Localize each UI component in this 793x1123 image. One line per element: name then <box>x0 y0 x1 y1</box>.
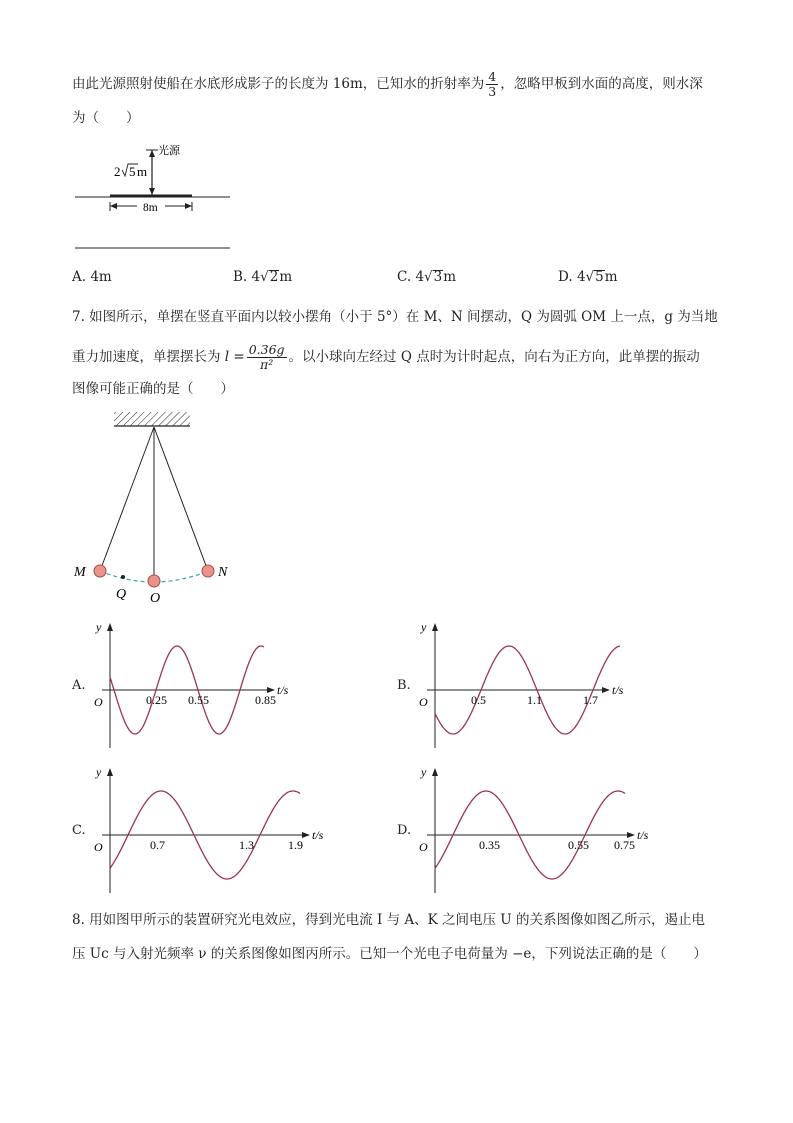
length-symbol: l = <box>224 349 245 365</box>
origin-label: O <box>419 840 428 854</box>
ball-o <box>148 575 160 587</box>
length-denominator: π² <box>260 357 274 372</box>
option-value: 4m <box>90 269 112 285</box>
graph-d-letter[interactable]: D. <box>397 823 412 838</box>
light-source-label: 光源 <box>158 145 180 157</box>
length-numerator: 0.36g <box>248 342 285 357</box>
y-label: y <box>421 620 427 634</box>
tick-label: 0.35 <box>479 838 500 852</box>
y-label: y <box>421 765 427 779</box>
tick-label: 0.7 <box>150 838 165 852</box>
y-axis-arrow <box>107 623 113 631</box>
option-letter: C. <box>397 269 412 285</box>
graph-a-letter[interactable]: A. <box>72 678 86 693</box>
graph-a[interactable] <box>88 615 303 755</box>
y-label: y <box>96 765 102 779</box>
option-unit: m <box>604 269 618 285</box>
tick-label: 1.7 <box>583 693 598 707</box>
origin-label: O <box>419 695 428 709</box>
graph-d[interactable] <box>413 760 663 900</box>
q7-line3: 图像可能正确的是（ ） <box>72 381 234 397</box>
option-unit: m <box>443 269 457 285</box>
t-label: t/s <box>312 828 324 842</box>
height-unit: m <box>137 164 148 179</box>
label-n: N <box>218 565 228 580</box>
option-c[interactable]: C. 4√3m <box>397 269 457 285</box>
option-coef: 4 <box>251 269 261 285</box>
option-coef: 4 <box>415 269 425 285</box>
tick-label: 0.5 <box>471 693 486 707</box>
height-coef: 2 <box>114 164 121 179</box>
ship-light-figure <box>70 140 240 255</box>
option-letter: B. <box>233 269 248 285</box>
graph-b-letter[interactable]: B. <box>397 678 411 693</box>
graph-c-letter[interactable]: C. <box>72 823 86 838</box>
point-q <box>121 575 125 579</box>
option-unit: m <box>279 269 293 285</box>
q6-text-line1 <box>72 70 703 99</box>
label-o: O <box>150 591 161 606</box>
width-label: 8m <box>143 202 158 214</box>
q6-text-line2: 为（ ） <box>72 110 140 126</box>
t-label: t/s <box>277 683 289 697</box>
option-d[interactable]: D. 4√5m <box>558 269 618 285</box>
graph-c[interactable] <box>88 760 338 900</box>
tick-label: 0.85 <box>255 693 276 707</box>
t-axis-arrow <box>302 832 310 838</box>
q7-line2-b: 。以小球向左经过 Q 点时为计时起点，向右为正方向，此单摆的振动 <box>288 349 700 365</box>
length-fraction <box>247 343 287 372</box>
tick-label: 0.25 <box>146 693 167 707</box>
tick-label: 1.9 <box>288 838 303 852</box>
q6-text-a: 由此光源照射使船在水底形成影子的长度为 16m，已知水的折射率为 <box>72 76 485 92</box>
option-b[interactable]: B. 4√2m <box>233 269 293 285</box>
label-q: Q <box>116 587 127 602</box>
q6-text-b: ，忽略甲板到水面的高度，则水深 <box>500 76 703 92</box>
ball-m <box>94 565 106 577</box>
option-a[interactable] <box>72 269 112 285</box>
q7-line2 <box>72 343 700 372</box>
ball-n <box>202 565 214 577</box>
tick-label: 0.55 <box>568 838 589 852</box>
graph-b[interactable] <box>413 615 638 755</box>
fraction-denominator: 3 <box>488 84 497 99</box>
option-radicand: 3 <box>433 269 443 285</box>
option-radicand: 2 <box>269 269 279 285</box>
pendulum-figure <box>70 408 240 608</box>
ceiling-hatch <box>114 412 190 426</box>
y-axis-arrow <box>432 623 438 631</box>
option-radicand: 5 <box>595 269 604 285</box>
q7-line2-a: 重力加速度，单摆摆长为 <box>72 349 221 365</box>
height-radicand: 5 <box>129 164 136 179</box>
refractive-index-fraction <box>486 70 498 99</box>
fraction-numerator: 4 <box>488 69 497 84</box>
origin-label: O <box>94 695 103 709</box>
q8-line2: 压 Uc 与入射光频率 ν 的关系图像如图丙所示。已知一个光电子电荷量为 −e，下列说法正确的是（ ） <box>72 946 707 962</box>
y-label: y <box>96 620 102 634</box>
y-axis-arrow <box>107 768 113 776</box>
t-label: t/s <box>637 828 649 842</box>
t-axis-arrow <box>602 687 610 693</box>
y-axis-arrow <box>432 768 438 776</box>
tick-label: 0.55 <box>188 693 209 707</box>
q7-line1: 7. 如图所示，单摆在竖直平面内以较小摆角（小于 5°）在 M、N 间摆动，Q 为圆弧 OM 上一点，g 为当地 <box>72 309 718 325</box>
tick-label: 0.75 <box>614 838 635 852</box>
tick-label: 1.1 <box>527 693 542 707</box>
option-coef: 4 <box>576 269 586 285</box>
t-label: t/s <box>612 683 624 697</box>
option-letter: D. <box>558 269 573 285</box>
q8-line1: 8. 用如图甲所示的装置研究光电效应，得到光电流 I 与 A、K 之间电压 U 的关系图像如图乙所示，遏止电 <box>72 912 705 928</box>
origin-label: O <box>94 840 103 854</box>
option-letter: A. <box>72 269 87 285</box>
tick-label: 1.3 <box>239 838 254 852</box>
label-m: M <box>74 565 86 580</box>
